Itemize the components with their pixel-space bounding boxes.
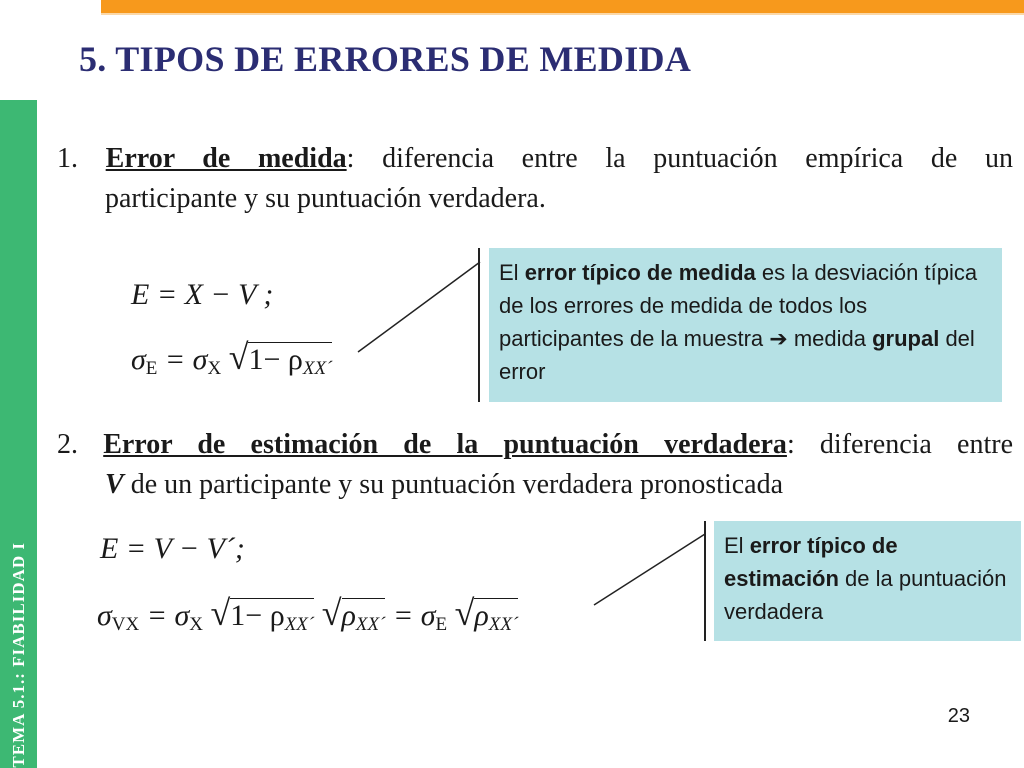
formula-4-radicand-3: [474, 598, 519, 635]
formula-4-root-3: ρ: [474, 599, 489, 632]
side-label: TEMA 5.1.: FIABILIDAD I: [8, 542, 28, 768]
top-accent-line: [101, 13, 1024, 15]
callout-1-divider: [478, 248, 480, 402]
formula-4-radicand-1: [230, 598, 315, 635]
section-1-paragraph: [57, 139, 1013, 219]
callout-1-text-1: El: [499, 260, 525, 285]
formula-2-sub-e: E: [145, 358, 158, 379]
formula-4-radicand-2: [341, 598, 386, 635]
section-2-term: Error de estimación de la puntuación verdadera: [103, 429, 787, 460]
section-2-line-1: [57, 425, 1013, 465]
section-2-number: 2.: [57, 429, 78, 460]
top-accent-bar: [101, 0, 1024, 13]
formula-4-root-3-sub: XX´: [488, 614, 519, 635]
sqrt-icon: √: [321, 593, 342, 633]
callout-2-bold: error típico de estimación: [724, 533, 898, 591]
section-1-term: Error de medida: [105, 143, 347, 174]
formula-2-root-text: 1− ρ: [248, 343, 303, 376]
formula-4-root-2: ρ: [341, 599, 356, 632]
section-2-paragraph: [57, 425, 1013, 505]
section-1-number: 1.: [57, 143, 78, 174]
formula-4-root-1: 1− ρ: [230, 599, 285, 632]
formula-4-root-2-sub: XX´: [355, 614, 386, 635]
formula-error-of-measurement: [131, 278, 273, 312]
callout-1-connector-line: [358, 262, 480, 352]
slide-title: 5. TIPOS DE ERRORES DE MEDIDA: [79, 39, 692, 79]
callout-standard-error-estimation: [714, 521, 1021, 641]
section-1-definition: : diferencia entre la puntuación empírica de un: [346, 143, 1013, 174]
callout-1-bold-1: error típico de medida: [524, 260, 756, 285]
section-1-line-1: [57, 139, 1013, 179]
formula-2-radicand: [248, 342, 333, 379]
arrow-right-icon: ➔: [769, 326, 788, 351]
formula-4-root-1-sub: XX´: [284, 614, 315, 635]
sqrt-icon: √: [454, 593, 475, 633]
sqrt-icon: √: [210, 593, 231, 633]
callout-2-connector-line: [594, 534, 705, 605]
section-1-line-2: participante y su puntuación verdadera.: [105, 183, 546, 214]
formula-4-sigma: σ: [97, 599, 112, 632]
formula-2-root-sub: XX´: [302, 358, 333, 379]
formula-4-eq-2: = σ: [392, 599, 436, 632]
page-number: 23: [947, 705, 970, 727]
callout-2-divider: [704, 521, 706, 641]
formula-2-sub-x: X: [207, 358, 222, 379]
formula-standard-error-measurement: [131, 336, 332, 378]
callout-2-text-2: de la puntuación verdadera: [724, 566, 1007, 624]
section-2-line-2-text: de un participante y su puntuación verdadera pronosticada: [123, 469, 783, 500]
callout-1-bold-2: grupal: [872, 326, 940, 351]
formula-4-eq: = σ: [146, 599, 190, 632]
callout-1-text-4: del error: [499, 326, 975, 384]
formula-2-eq: = σ: [164, 343, 208, 376]
callout-1-text-2: es la desviación típica de los errores de medida de todos los participantes de la muestra: [499, 260, 978, 351]
section-2-v: V: [105, 469, 124, 500]
formula-1-equation: E = X − V ;: [131, 278, 274, 311]
callout-standard-error-measurement: [489, 248, 1002, 402]
formula-4-sub-x: X: [189, 614, 204, 635]
side-label-container: [0, 100, 37, 768]
section-2-definition: : diferencia entre: [786, 429, 1013, 460]
callout-1-text-3: medida: [787, 326, 873, 351]
formula-error-of-estimation: [100, 532, 245, 566]
formula-2-sigma: σ: [131, 343, 146, 376]
sqrt-icon: √: [228, 337, 249, 377]
formula-4-sub-e: E: [435, 614, 448, 635]
formula-standard-error-estimation: [97, 592, 518, 634]
section-2-line-2: [57, 465, 1013, 505]
formula-3-equation: E = V − V´;: [100, 532, 245, 565]
formula-4-sub-vx: VX: [111, 614, 140, 635]
callout-2-text-1: El: [724, 533, 750, 558]
